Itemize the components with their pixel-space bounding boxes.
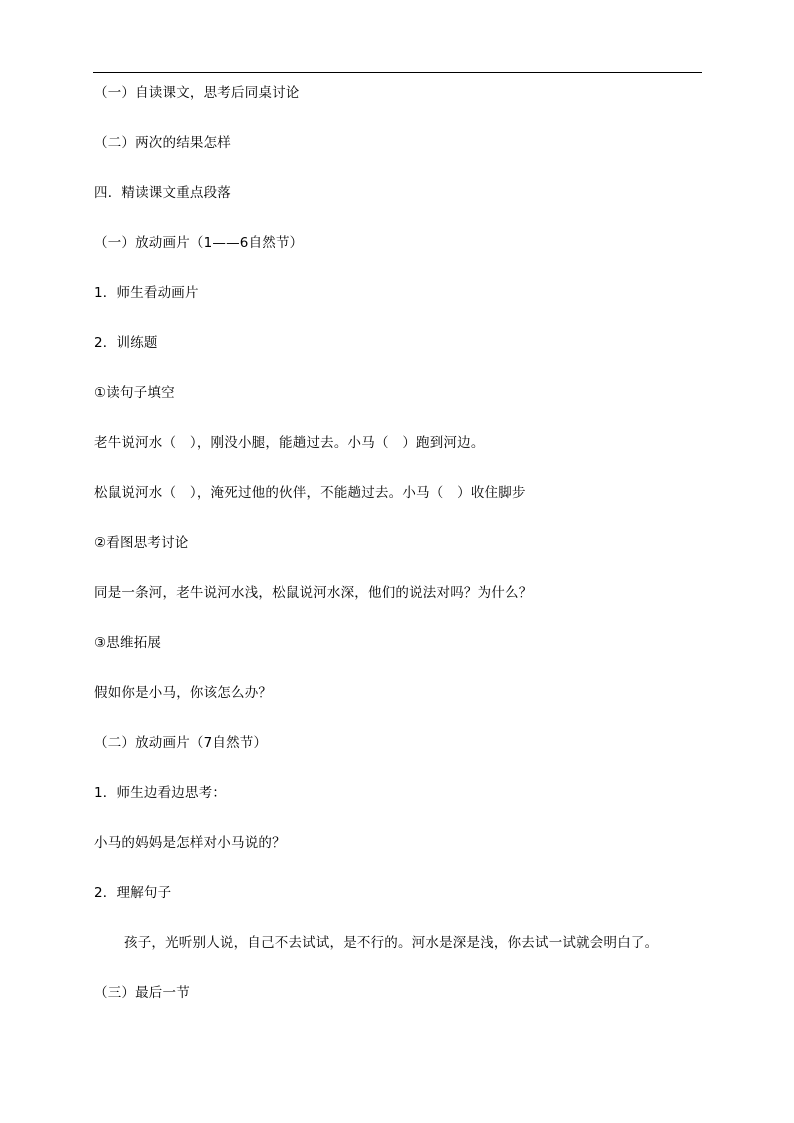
header-rule <box>93 72 702 73</box>
quoted-sentence: 孩子，光听别人说，自己不去试试，是不行的。河水是深是浅，你去试一试就会明白了。 <box>124 935 659 951</box>
fill-in-sentence-squirrel: 松鼠说河水（ ），淹死过他的伙伴，不能趟过去。小马（ ）收住脚步 <box>94 485 526 501</box>
list-item-exercises: 2．训练题 <box>94 335 158 351</box>
exercise-extension-heading: ③思维拓展 <box>94 635 162 651</box>
extension-question: 假如你是小马，你该怎么办？ <box>94 685 273 701</box>
exercise-fill-in-heading: ①读句子填空 <box>94 385 175 401</box>
discussion-question: 同是一条河，老牛说河水浅，松鼠说河水深，他们的说法对吗？为什么？ <box>94 585 533 601</box>
list-item-watch-animation: 1．师生看动画片 <box>94 285 199 301</box>
section-heading-two-results: （二）两次的结果怎样 <box>94 135 231 151</box>
section-heading-self-read: （一）自读课文，思考后同桌讨论 <box>94 85 300 101</box>
document-body <box>94 82 702 1032</box>
fill-in-sentence-ox: 老牛说河水（ ），刚没小腿，能趟过去。小马（ ）跑到河边。 <box>94 435 485 451</box>
list-item-watch-and-think: 1．师生边看边思考： <box>94 785 227 801</box>
subsection-heading-animation-1-6: （一）放动画片（1——6自然节） <box>94 235 304 251</box>
section-heading-intensive-reading: 四．精读课文重点段落 <box>94 185 231 201</box>
subsection-heading-animation-7: （二）放动画片（7自然节） <box>94 735 268 751</box>
subsection-heading-last-paragraph: （三）最后一节 <box>94 985 190 1001</box>
exercise-discussion-heading: ②看图思考讨论 <box>94 535 189 551</box>
mother-question: 小马的妈妈是怎样对小马说的？ <box>94 835 286 851</box>
list-item-understand-sentence: 2．理解句子 <box>94 885 172 901</box>
